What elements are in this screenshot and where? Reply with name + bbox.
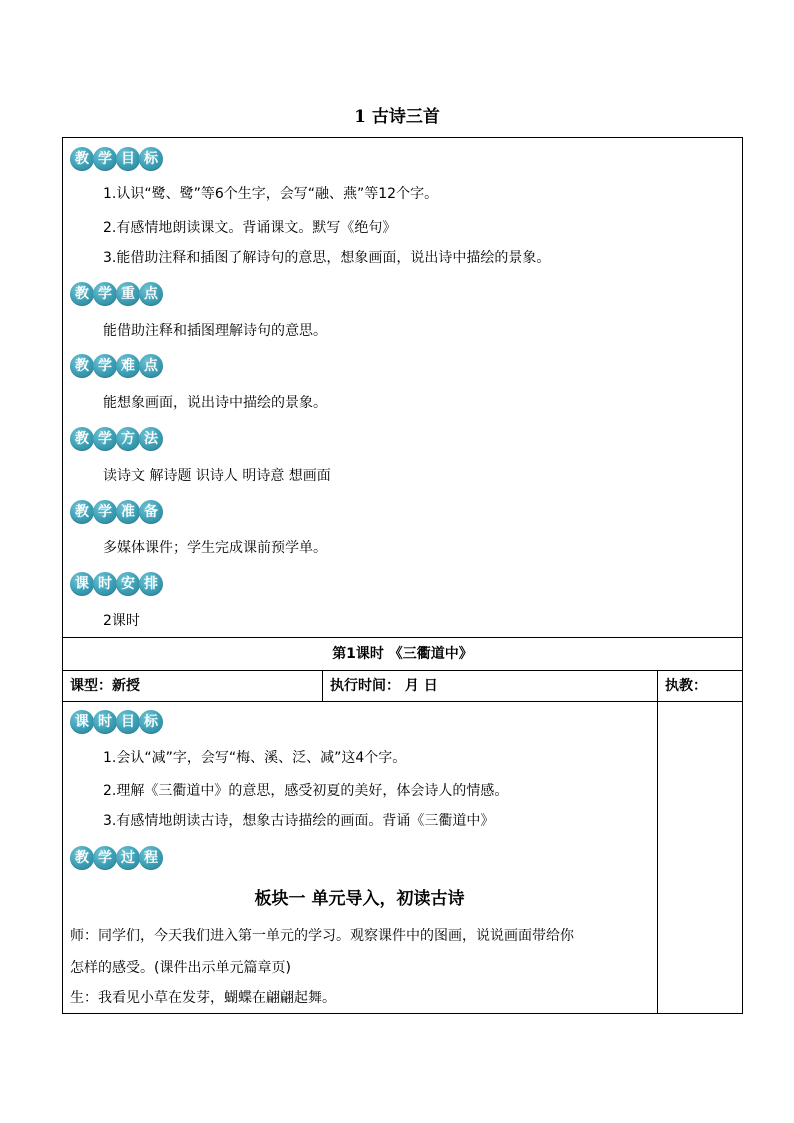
lesson-goal-line: 3.有感情地朗读古诗，想象古诗描绘的画面。背诵《三衢道中》 [103,813,495,829]
section-badge-key-points: 教 学 重 点 [70,282,162,306]
method-line: 读诗文 解诗题 识诗人 明诗意 想画面 [103,468,331,484]
key-point-line: 能借助注释和插图理解诗句的意思。 [103,323,327,339]
table-divider [657,670,658,1014]
section-badge-schedule: 课 时 安 排 [70,572,162,596]
lesson-goal-line: 1.会认“减”字，会写“梅、溪、泛、减”这4个字。 [103,750,407,766]
teacher-label: 执教： [665,678,707,694]
page-title: 1 古诗三首 [354,107,440,127]
section-badge-preparation: 教 学 准 备 [70,500,162,524]
table-divider [62,670,743,671]
block-title: 板块一 单元导入，初读古诗 [254,889,465,909]
table-divider [62,701,743,702]
section-badge-difficulty: 教 学 难 点 [70,354,162,378]
objective-line: 2.有感情地朗读课文。背诵课文。默写《绝句》 [103,220,397,236]
table-divider [322,670,323,701]
dialogue-line: 怎样的感受。(课件出示单元篇章页) [70,960,291,976]
execution-time: 执行时间： 月 日 [330,678,438,694]
preparation-line: 多媒体课件；学生完成课前预学单。 [103,540,327,556]
section-badge-method: 教 学 方 法 [70,427,162,451]
lesson-plan-table [62,137,743,1014]
section-badge-process: 教 学 过 程 [70,846,162,870]
objective-line: 3.能借助注释和插图了解诗句的意思，想象画面，说出诗中描绘的景象。 [103,250,551,266]
difficulty-line: 能想象画面，说出诗中描绘的景象。 [103,395,327,411]
lesson-goal-line: 2.理解《三衢道中》的意思，感受初夏的美好，体会诗人的情感。 [103,783,509,799]
section-badge-objectives: 教 学 目 标 [70,147,162,171]
objective-line: 1.认识“鹭、鹭”等6个生字，会写“融、燕”等12个字。 [103,186,439,202]
lesson-header: 第1课时 《三衢道中》 [332,646,473,662]
table-divider [62,637,743,638]
section-badge-lesson-goals: 课 时 目 标 [70,710,162,734]
lesson-type: 课型：新授 [70,678,140,694]
schedule-line: 2课时 [103,613,140,629]
dialogue-line: 师：同学们，今天我们进入第一单元的学习。观察课件中的图画，说说画面带给你 [70,928,574,944]
dialogue-line: 生：我看见小草在发芽，蝴蝶在翩翩起舞。 [70,990,336,1006]
